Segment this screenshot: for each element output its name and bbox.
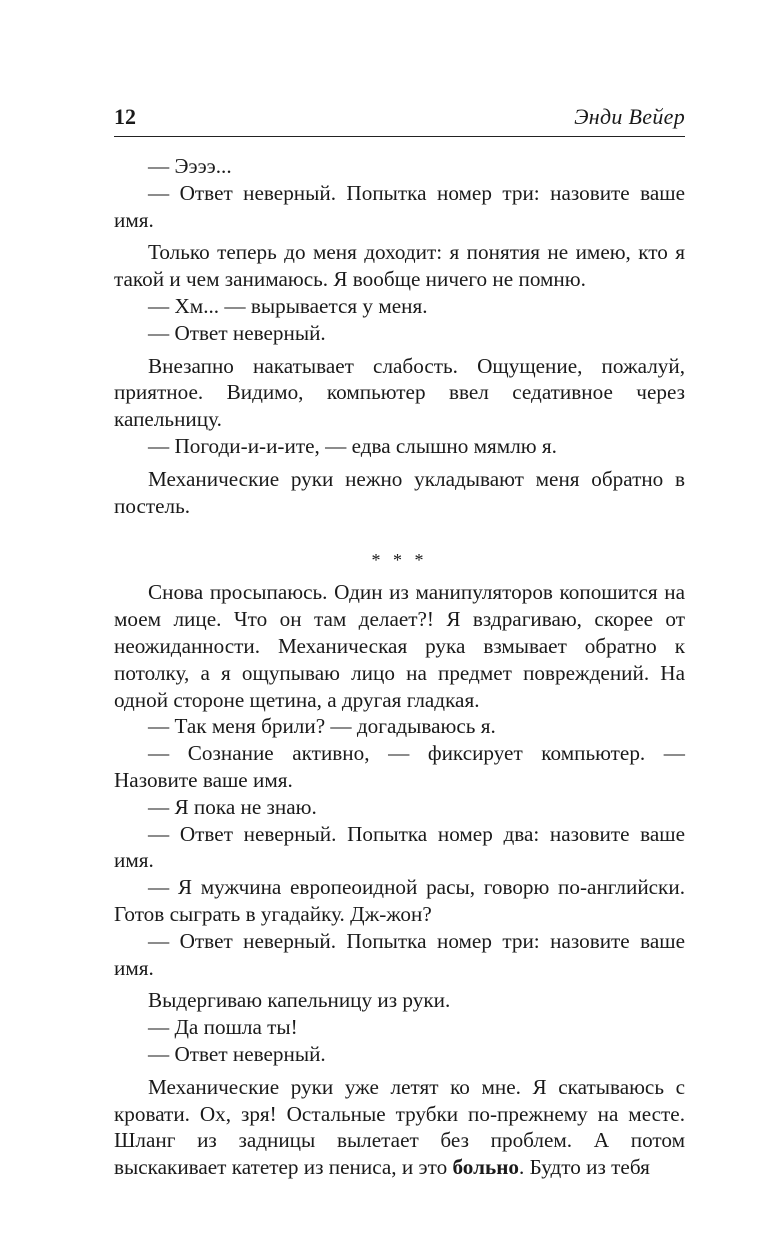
emphasis-text: больно (452, 1155, 520, 1180)
page-number: 12 (114, 104, 136, 129)
paragraph: Только теперь до меня доходит: я понятия не имею, кто я такой и чем занимаюсь. Я вообще ничего не помню. (114, 240, 685, 292)
paragraph: — Я мужчина европеоидной расы, говорю по-английски. Готов сыграть в угадайку. Дж-жон? (114, 875, 685, 926)
paragraph: Выдергиваю капельницу из руки. (148, 988, 451, 1013)
paragraph: Снова просыпаюсь. Один из манипуляторов копошится на моем лице. Что он там делает?! Я вздрагиваю, скорее от неожиданности. Механическая рука взмывает обратно к потолку, а я ощупываю лицо на предмет повреждений. На одной стороне щетина, а другая гладкая. (114, 580, 685, 712)
paragraph: — Ответ неверный. Попытка номер два: назовите ваше имя. (114, 821, 685, 873)
author-name: Энди Вейер (574, 104, 685, 129)
last-paragraph (114, 1074, 685, 1181)
running-head (114, 100, 685, 137)
paragraph: — Ответ неверный. Попытка номер три: назовите ваше имя. (114, 928, 685, 980)
paragraph: — Ответ неверный. Попытка номер три: назовите ваше имя. (114, 180, 685, 232)
paragraph: — Погоди-и-и-ите, — едва слышно мямлю я. (148, 433, 557, 458)
body-text (114, 153, 685, 1181)
paragraph: — Сознание активно, — фиксирует компьютер. — Назовите ваше имя. (114, 741, 685, 792)
scene-break: * * * (371, 550, 428, 571)
paragraph: — Ээээ... (148, 154, 232, 178)
paragraph-text: . Будто из тебя (519, 1155, 650, 1180)
paragraph: Внезапно накатывает слабость. Ощущение, пожалуй, приятное. Видимо, компьютер ввел седативное через капельницу. (114, 353, 685, 432)
paragraph: Механические руки нежно укладывают меня обратно в постель. (114, 466, 685, 518)
paragraph: — Ответ неверный. (148, 1041, 326, 1066)
paragraph: — Да пошла ты! (148, 1015, 298, 1040)
paragraph: — Хм... — вырывается у меня. (148, 293, 428, 318)
paragraph: — Я пока не знаю. (148, 794, 317, 819)
paragraph: — Ответ неверный. (148, 320, 326, 345)
paragraph-text: Механические руки уже летят ко мне. Я скатываюсь с кровати. Ох, зря! Остальные трубки по-прежнему на месте. Шланг из задницы вылетает без проблем. А потом выскакивает катетер из пениса, и это (114, 1074, 685, 1180)
paragraph: — Так меня брили? — догадываюсь я. (148, 714, 496, 739)
